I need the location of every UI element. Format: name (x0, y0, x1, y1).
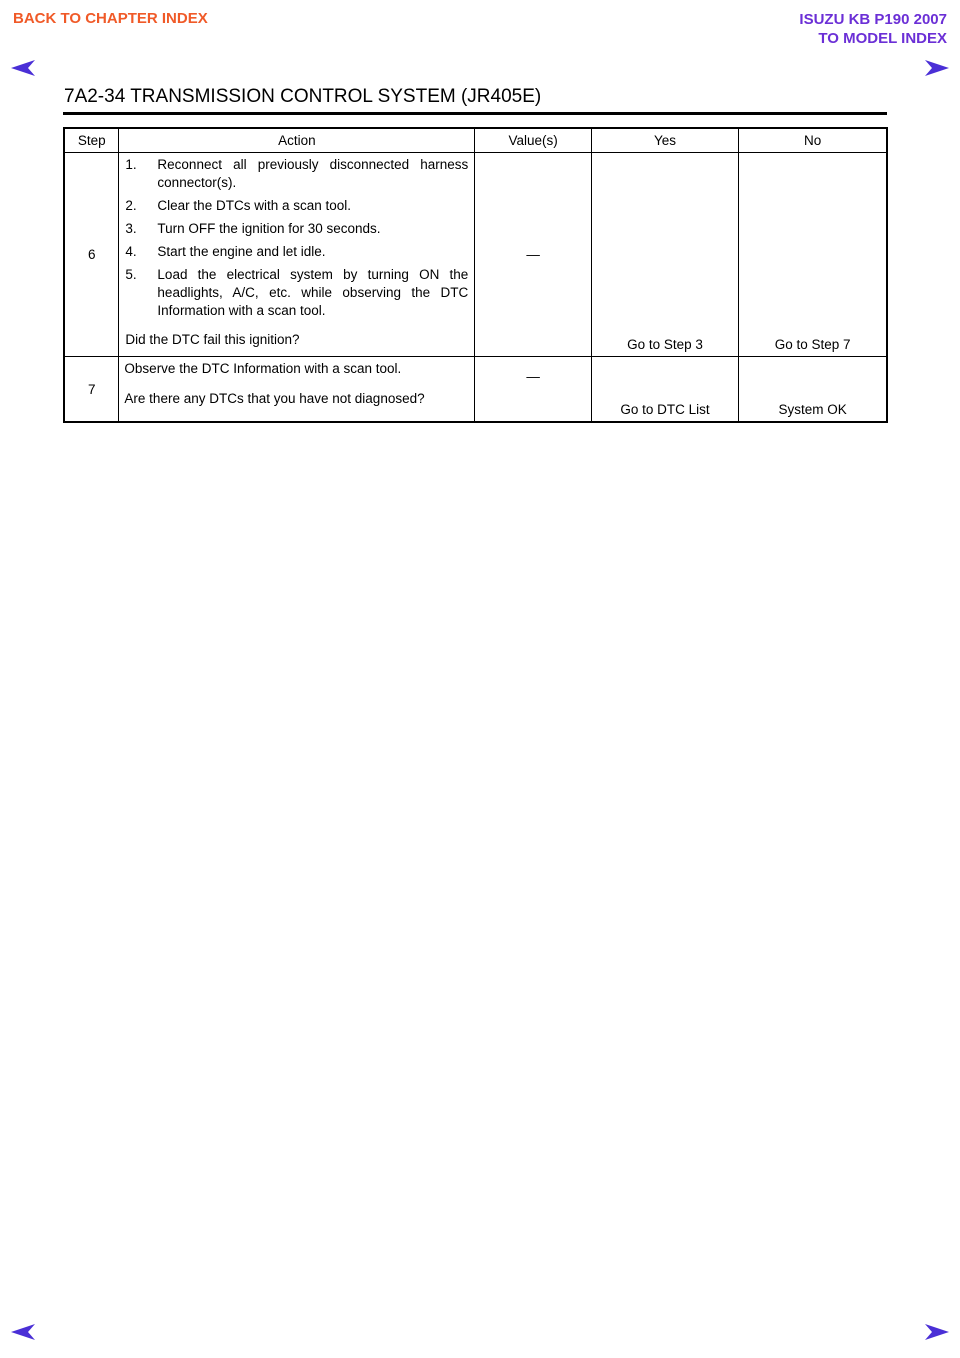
arrow-left-icon[interactable] (10, 58, 36, 78)
page-title: 7A2-34 TRANSMISSION CONTROL SYSTEM (JR405E) (64, 86, 542, 107)
yes-cell: Go to DTC List (591, 357, 738, 423)
action-question: Did the DTC fail this ignition? (125, 332, 300, 347)
arrow-right-bottom-icon[interactable] (924, 1322, 950, 1342)
diagnostic-table (63, 127, 888, 423)
action-steps-list (125, 156, 468, 320)
header-values: Value(s) (475, 128, 592, 153)
title-divider (63, 112, 887, 115)
header-step: Step (64, 128, 119, 153)
list-item: 5. Load the electrical system by turning ON the headlights, A/C, etc. while observing the DTC Information with a scan tool. (125, 267, 469, 318)
table-header-row (64, 128, 887, 153)
list-item: 3. Turn OFF the ignition for 30 seconds. (125, 221, 381, 236)
list-item: 2. Clear the DTCs with a scan tool. (125, 198, 351, 213)
to-model-index-link[interactable]: TO MODEL INDEX (818, 30, 947, 47)
step-number: 7 (64, 357, 119, 423)
action-question: Are there any DTCs that you have not diagnosed? (124, 391, 425, 406)
model-title-link[interactable]: ISUZU KB P190 2007 (799, 11, 947, 28)
yes-cell: Go to Step 3 (591, 153, 738, 357)
action-cell (119, 357, 475, 423)
value-cell: — (475, 153, 592, 357)
no-cell: System OK (739, 357, 887, 423)
step-number: 6 (64, 153, 119, 357)
list-item: 1. Reconnect all previously disconnected harness connector(s). (125, 157, 469, 190)
list-item: 4. Start the engine and let idle. (125, 244, 326, 259)
table-row (64, 153, 887, 357)
action-cell (119, 153, 475, 357)
no-cell: Go to Step 7 (739, 153, 887, 357)
arrow-left-bottom-icon[interactable] (10, 1322, 36, 1342)
action-instruction: Observe the DTC Information with a scan tool. (124, 361, 402, 376)
header-no: No (739, 128, 887, 153)
header-yes: Yes (591, 128, 738, 153)
back-to-chapter-index-link[interactable]: BACK TO CHAPTER INDEX (13, 10, 208, 27)
header-action: Action (119, 128, 475, 153)
table-row (64, 357, 887, 423)
value-cell: — (475, 357, 592, 423)
model-index-links (799, 10, 947, 48)
arrow-right-icon[interactable] (924, 58, 950, 78)
